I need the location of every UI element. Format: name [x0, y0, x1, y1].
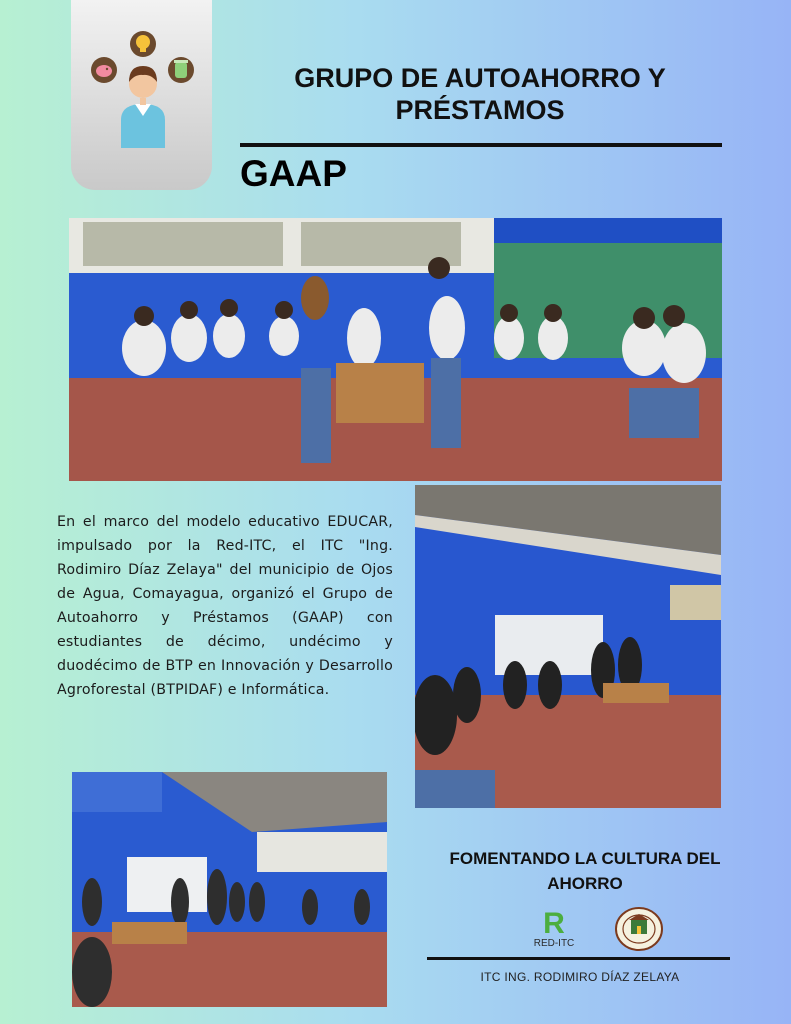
savings-illustration	[71, 0, 212, 190]
icon-card	[71, 0, 212, 190]
page-subtitle: GAAP	[240, 153, 347, 194]
title-divider	[240, 143, 722, 147]
red-itc-label: RED-ITC	[533, 938, 575, 949]
footer-school-name: ITC ING. RODIMIRO DÍAZ ZELAYA	[480, 970, 680, 984]
description-paragraph: En el marco del modelo educativo EDUCAR, impulsado por la Red-ITC, el ITC "Ing. Rodimiro Díaz Zelaya" del municipio de Ojos de Agua, Comayagua, organizó el Grupo de Autoahorro y Préstamos (GAAP) con estudiantes de décimo, undécimo y duodécimo de BTP en Innovación y Desarrollo Agroforestal (BTPIDAF) e Informática.	[57, 514, 393, 698]
school-seal-logo	[614, 906, 664, 952]
page-title: GRUPO DE AUTOAHORRO Y PRÉSTAMOS	[294, 63, 666, 126]
red-itc-logo-icon	[528, 905, 580, 939]
piggy-bank-icon	[91, 57, 117, 83]
red-itc-logo	[528, 905, 580, 955]
classroom-photo-meeting	[415, 485, 721, 808]
classroom-photo-main	[69, 218, 722, 481]
classroom-photo-wide	[72, 772, 387, 1007]
footer-divider	[427, 957, 730, 960]
school-seal-icon	[614, 906, 664, 952]
svg-text:R: R	[543, 907, 565, 939]
slogan-text: FOMENTANDO LA CULTURA DEL AHORRO	[449, 849, 721, 893]
money-jar-icon	[168, 57, 194, 83]
lightbulb-icon	[130, 31, 156, 57]
person-avatar-icon	[121, 66, 165, 148]
